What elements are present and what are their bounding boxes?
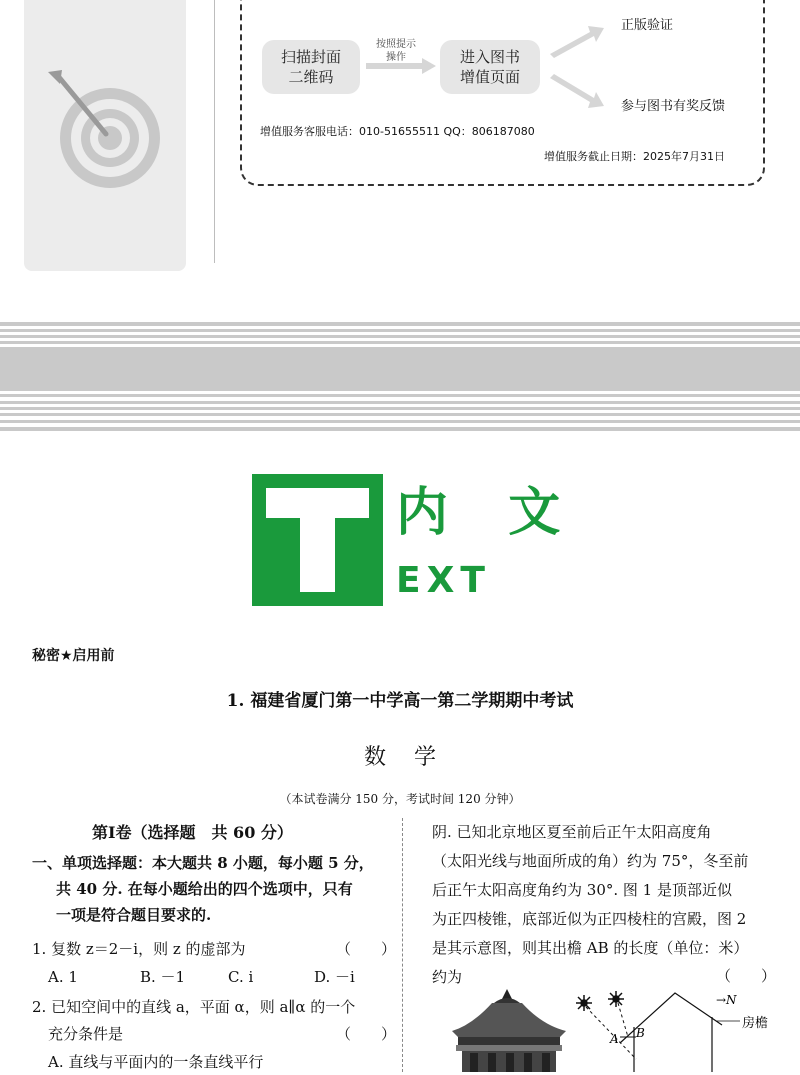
right-line1: 阴. 已知北京地区夏至前后正午太阳高度角 (432, 823, 712, 841)
question-2-line1: 2. 已知空间中的直线 a，平面 α，则 a∥α 的一个 (32, 998, 356, 1016)
label-eave: 房檐 (742, 1016, 769, 1031)
section1-line3: 一项是符合题目要求的. (56, 906, 212, 924)
decorative-stripes (0, 322, 800, 436)
step-scan-line2: 二维码 (288, 68, 334, 86)
right-line3: 后正午太阳高度角约为 30°. 图 1 是顶部近似 (432, 881, 732, 899)
palace-photo (432, 985, 582, 1072)
divider (214, 0, 215, 263)
step-enter-line2: 增值页面 (459, 68, 520, 86)
q1-option-b: B. －1 (140, 968, 186, 986)
secret-label: 秘密★启用前 (32, 648, 115, 664)
q1-option-c: C. i (228, 968, 254, 986)
logo-block (252, 474, 383, 606)
label-north: →N (716, 993, 737, 1007)
step-scan-qr (262, 40, 360, 94)
question-2-answer-paren: （ ） (336, 1025, 397, 1043)
right-answer-paren: （ ） (716, 967, 777, 985)
section1-instructions (32, 850, 392, 928)
exam-title: 1. 福建省厦门第一中学高一第二学期期中考试 (226, 691, 574, 711)
step-scan-line1: 扫描封面 (280, 48, 341, 66)
target-icon (44, 62, 164, 192)
subject-title: 数 学 (364, 745, 436, 770)
part1-heading: 第Ⅰ卷（选择题 共 60 分） (92, 823, 293, 842)
option-feedback: 参与图书有奖反馈 (621, 99, 726, 114)
exam-note: （本试卷满分 150 分，考试时间 120 分钟） (279, 792, 521, 806)
arrow-label-line2: 操作 (386, 52, 406, 63)
label-a: A (610, 1032, 619, 1046)
right-line2: （太阳光线与地面所成的角）约为 75°，冬至前 (432, 852, 749, 870)
q1-option-a: A. 1 (48, 968, 78, 986)
logo-sub: EXT (396, 560, 491, 601)
question-1: 1. 复数 z＝2－i，则 z 的虚部为 (32, 940, 246, 958)
section1-line1: 一、单项选择题：本大题共 8 小题，每小题 5 分， (32, 854, 374, 872)
right-line5: 是其示意图，则其出檐 AB 的长度（单位：米） (432, 939, 749, 957)
service-hotline: 增值服务客服电话：010-51655511 QQ：806187080 (260, 125, 535, 138)
column-divider (402, 818, 403, 1072)
q1-option-d: D. －i (314, 968, 355, 986)
right-line4: 为正四棱锥，底部近似为正四棱柱的宫殿，图 2 (432, 910, 747, 928)
step-enter-line1: 进入图书 (459, 48, 520, 66)
arrow-label-line1: 按照提示 (376, 39, 416, 50)
schematic-diagram (572, 985, 790, 1072)
option-verify: 正版验证 (621, 18, 674, 33)
logo-title: 内 文 (396, 483, 569, 543)
sun-icon (576, 995, 592, 1011)
service-deadline: 增值服务截止日期：2025年7月31日 (544, 150, 725, 163)
step-enter-book (440, 40, 540, 94)
question-1-answer-paren: （ ） (336, 940, 397, 958)
section1-line2: 共 40 分. 在每小题给出的四个选项中，只有 (56, 880, 353, 898)
label-b: B (636, 1026, 645, 1040)
branch-arrows-icon (546, 22, 606, 120)
question-2-line2: 充分条件是 (48, 1025, 124, 1043)
right-line6: 约为 (432, 968, 463, 986)
arrow-right-icon (366, 58, 438, 74)
q2-option-a: A. 直线与平面内的一条直线平行 (48, 1053, 264, 1071)
sun-icon-2 (608, 991, 624, 1007)
